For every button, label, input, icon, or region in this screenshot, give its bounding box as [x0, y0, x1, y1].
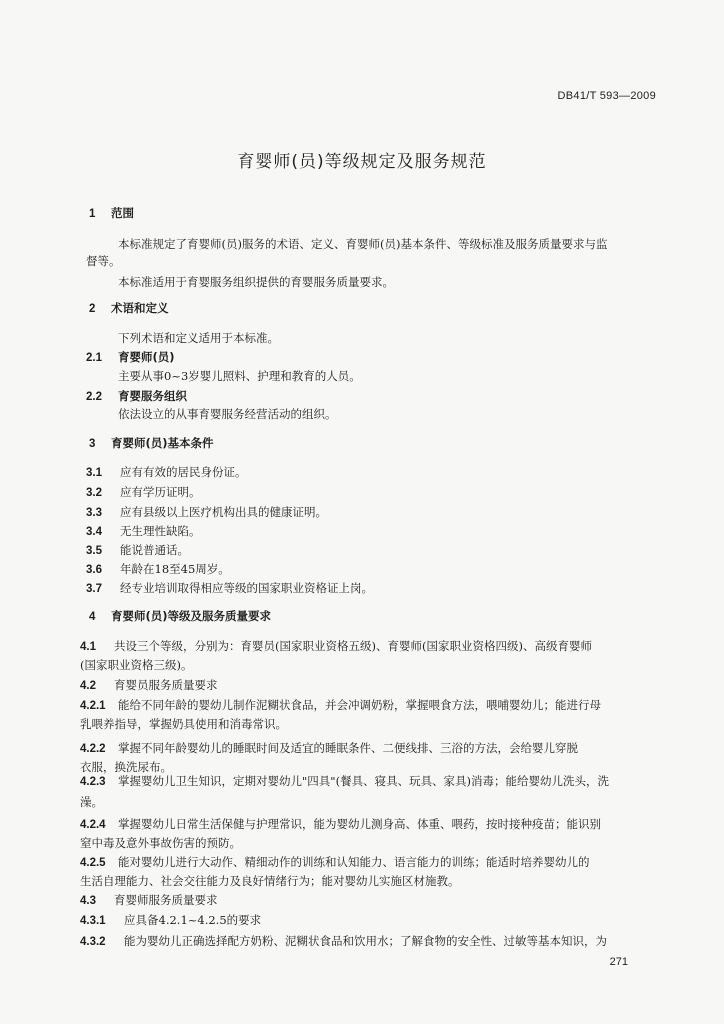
section-1-heading	[89, 205, 134, 222]
paragraph-line: 澡。	[80, 795, 103, 809]
paragraph-line: 主要从事0~3岁婴儿照料、护理和教育的人员。	[118, 369, 361, 383]
paragraph-line: 4.2.5 能对婴幼儿进行大动作、精细动作的训练和认知能力、语言能力的训练；能适时培养婴幼儿的	[80, 855, 590, 869]
subsection-title: 育婴师(员)	[118, 350, 175, 364]
paragraph-line: 督等。	[86, 254, 121, 268]
paragraph-line: 4.3.1 应具备4.2.1~4.2.5的要求	[80, 913, 262, 927]
paragraph-line: 4.1 共设三个等级，分别为：育婴员(国家职业资格五级)、育婴师(国家职业资格四级)、高级育婴师	[80, 639, 592, 653]
standard-number: DB41/T 593—2009	[557, 90, 656, 102]
section-2-heading	[89, 300, 169, 317]
paragraph-line: 生活自理能力、社会交往能力及良好情绪行为；能对婴幼儿实施区材施教。	[80, 874, 460, 888]
paragraph-line: 4.2.1 能给不同年龄的婴幼儿制作泥糊状食品，并会冲调奶粉，掌握喂食方法，喂哺婴幼儿；能进行母	[80, 698, 601, 712]
list-item: 3.2 应有学历证明。	[86, 485, 201, 499]
page-number: 271	[609, 956, 628, 968]
section-number: 1	[89, 208, 96, 220]
subsection-number: 2.2	[86, 391, 102, 403]
subsection-title: 育婴服务组织	[118, 389, 187, 403]
section-number: 2	[89, 303, 96, 315]
section-number: 3	[89, 438, 96, 450]
section-title: 育婴师(员)等级及服务质量要求	[111, 609, 272, 623]
list-item: 3.3 应有县级以上医疗机构出具的健康证明。	[86, 505, 327, 519]
list-item: 3.5 能说普通话。	[86, 543, 189, 557]
list-item: 3.1 应有有效的居民身份证。	[86, 465, 247, 479]
section-title: 范围	[111, 206, 134, 220]
subsection-heading: 4.3 育婴师服务质量要求	[80, 893, 218, 907]
paragraph-line: 4.2.2 掌握不同年龄婴幼儿的睡眠时间及适宜的睡眠条件、二便线排、三浴的方法，会给婴儿穿脱	[80, 741, 578, 755]
paragraph-line: 衣服，换洗尿布。	[80, 760, 172, 774]
paragraph-line: 依法设立的从事育婴服务经营活动的组织。	[118, 407, 337, 421]
paragraph-line: 乳喂养指导，掌握奶具使用和消毒常识。	[80, 717, 287, 731]
paragraph-line: 下列术语和定义适用于本标准。	[118, 331, 279, 345]
document-title: 育婴师(员)等级规定及服务规范	[237, 152, 487, 172]
section-4-heading	[89, 608, 271, 625]
paragraph-line: 本标准规定了育婴师(员)服务的术语、定义、育婴师(员)基本条件、等级标准及服务质量要求与监	[118, 237, 608, 251]
section-3-heading	[89, 435, 214, 452]
section-title: 术语和定义	[111, 301, 169, 315]
paragraph-line: 窒中毒及意外事故伤害的预防。	[80, 836, 241, 850]
paragraph-line: 4.2.3 掌握婴幼儿卫生知识，定期对婴幼儿"四具"(餐具、寝具、玩具、家具)消毒；能给婴幼儿洗头，洗	[80, 774, 610, 788]
list-item: 3.7 经专业培训取得相应等级的国家职业资格证上岗。	[86, 581, 373, 595]
paragraph-line: 本标准适用于育婴服务组织提供的育婴服务质量要求。	[118, 275, 394, 289]
subsection-heading	[86, 349, 175, 366]
paragraph-line: 4.2.4 掌握婴幼儿日常生活保健与护理常识，能为婴幼儿测身高、体重、喂药，按时接种疫苗；能识别	[80, 817, 601, 831]
section-title: 育婴师(员)基本条件	[111, 436, 214, 450]
paragraph-line: 4.3.2 能为婴幼儿正确选择配方奶粉、泥糊状食品和饮用水；了解食物的安全性、过敏等基本知识，为	[80, 934, 607, 948]
paragraph-line: (国家职业资格三级)。	[80, 658, 193, 672]
subsection-heading	[86, 388, 187, 405]
subsection-number: 2.1	[86, 352, 102, 364]
subsection-heading: 4.2 育婴员服务质量要求	[80, 678, 218, 692]
section-number: 4	[89, 611, 96, 623]
list-item: 3.6 年龄在18至45周岁。	[86, 562, 230, 576]
list-item: 3.4 无生理性缺陷。	[86, 524, 201, 538]
